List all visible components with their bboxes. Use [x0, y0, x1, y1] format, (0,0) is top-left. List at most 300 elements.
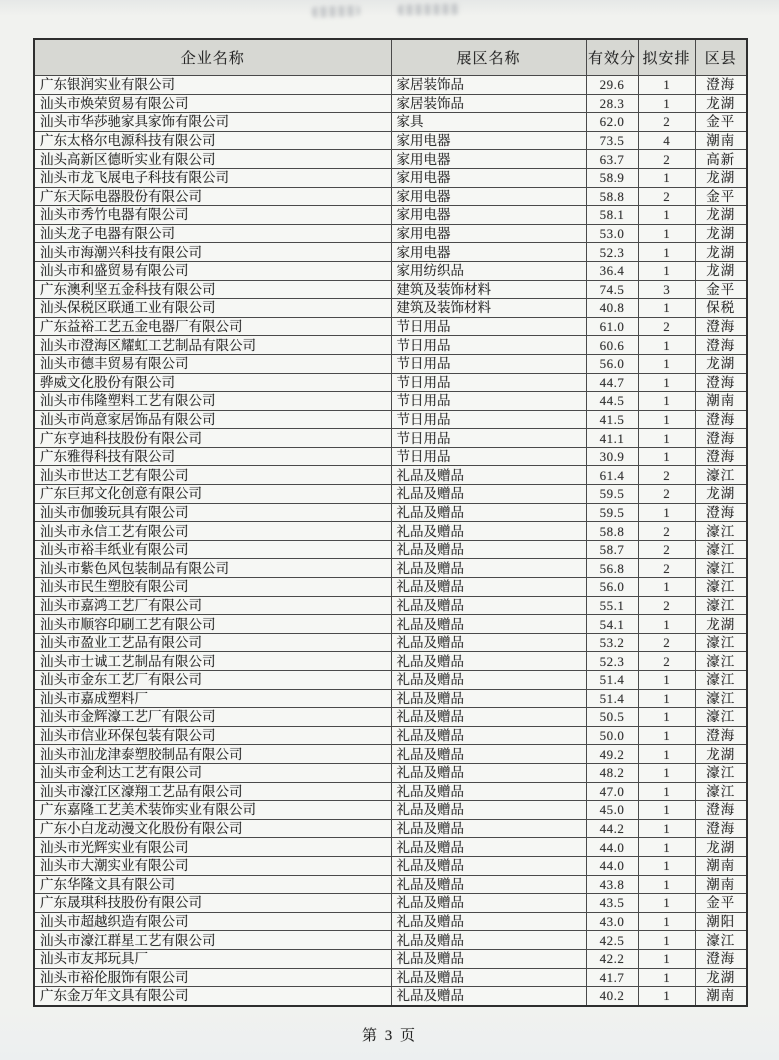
table-cell: 汕头市濠江群星工艺有限公司: [34, 931, 391, 950]
table-cell: 4: [638, 131, 695, 150]
table-cell: 2: [638, 522, 695, 541]
table-cell: 汕头保税区联通工业有限公司: [34, 299, 391, 318]
table-cell: 礼品及赠品: [391, 615, 586, 634]
table-row: [34, 968, 747, 987]
table-cell: 1: [638, 261, 695, 280]
table-row: [34, 261, 747, 280]
table-cell: 1: [638, 578, 695, 597]
table-cell: 1: [638, 76, 695, 95]
table-cell: 汕头市嘉鸿工艺厂有限公司: [34, 596, 391, 615]
table-row: [34, 782, 747, 801]
table-cell: 29.6: [586, 76, 638, 95]
table-cell: 龙湖: [695, 838, 747, 857]
table-cell: 节日用品: [391, 392, 586, 411]
table-cell: 汕头市金利达工艺有限公司: [34, 763, 391, 782]
table-row: [34, 578, 747, 597]
table-cell: 2: [638, 596, 695, 615]
table-cell: 家居装饰品: [391, 76, 586, 95]
table-row: [34, 819, 747, 838]
table-cell: 濠江: [695, 931, 747, 950]
table-cell: 礼品及赠品: [391, 485, 586, 504]
table-cell: 1: [638, 782, 695, 801]
table-row: [34, 987, 747, 1006]
table-cell: 濠江: [695, 652, 747, 671]
table-row: [34, 224, 747, 243]
table-cell: 1: [638, 354, 695, 373]
table-cell: 2: [638, 150, 695, 169]
table-row: [34, 671, 747, 690]
table-cell: 澄海: [695, 949, 747, 968]
table-cell: 广东嘉隆工艺美术装饰实业有限公司: [34, 801, 391, 820]
table-cell: 龙湖: [695, 168, 747, 187]
table-row: [34, 243, 747, 262]
table-cell: 潮南: [695, 131, 747, 150]
table-cell: 潮南: [695, 392, 747, 411]
table-cell: 1: [638, 987, 695, 1006]
table-cell: 53.0: [586, 224, 638, 243]
table-cell: 节日用品: [391, 317, 586, 336]
table-cell: 1: [638, 819, 695, 838]
table-row: [34, 838, 747, 857]
table-cell: 汕头市和盛贸易有限公司: [34, 261, 391, 280]
table-cell: 澄海: [695, 503, 747, 522]
table-cell: 53.2: [586, 633, 638, 652]
table-row: [34, 596, 747, 615]
table-cell: 澄海: [695, 726, 747, 745]
column-header: 区县: [695, 39, 747, 76]
table-cell: 59.5: [586, 503, 638, 522]
table-cell: 51.4: [586, 671, 638, 690]
table-header: [34, 39, 747, 76]
table-row: [34, 373, 747, 392]
table-cell: 1: [638, 708, 695, 727]
table-cell: 30.9: [586, 447, 638, 466]
table-cell: 广东巨邦文化创意有限公司: [34, 485, 391, 504]
table-cell: 1: [638, 856, 695, 875]
table-cell: 节日用品: [391, 429, 586, 448]
table-cell: 44.0: [586, 838, 638, 857]
table-cell: 47.0: [586, 782, 638, 801]
table-cell: 59.5: [586, 485, 638, 504]
table-cell: 汕头市永信工艺有限公司: [34, 522, 391, 541]
table-cell: 1: [638, 224, 695, 243]
table-cell: 43.8: [586, 875, 638, 894]
table-cell: 濠江: [695, 708, 747, 727]
table-cell: 52.3: [586, 243, 638, 262]
table-cell: 礼品及赠品: [391, 819, 586, 838]
page-number: 第 3 页: [361, 1028, 417, 1044]
table-row: [34, 633, 747, 652]
table-cell: 3: [638, 280, 695, 299]
table-cell: 62.0: [586, 113, 638, 132]
table-cell: 濠江: [695, 466, 747, 485]
table-cell: 节日用品: [391, 354, 586, 373]
table-cell: 1: [638, 875, 695, 894]
table-cell: 礼品及赠品: [391, 578, 586, 597]
table-row: [34, 763, 747, 782]
table-cell: 2: [638, 466, 695, 485]
table-cell: 礼品及赠品: [391, 708, 586, 727]
table-cell: 汕头市信业环保包装有限公司: [34, 726, 391, 745]
table-cell: 1: [638, 801, 695, 820]
table-cell: 汕头市龙飞展电子科技有限公司: [34, 168, 391, 187]
table-body: [34, 76, 747, 1006]
table-cell: 汕头市裕伦服饰有限公司: [34, 968, 391, 987]
table-cell: 汕头市德丰贸易有限公司: [34, 354, 391, 373]
table-cell: 龙湖: [695, 745, 747, 764]
table-cell: 58.8: [586, 522, 638, 541]
table-row: [34, 615, 747, 634]
table-cell: 濠江: [695, 596, 747, 615]
table-cell: 58.8: [586, 187, 638, 206]
table-row: [34, 485, 747, 504]
table-row: [34, 354, 747, 373]
table-cell: 礼品及赠品: [391, 633, 586, 652]
table-cell: 1: [638, 894, 695, 913]
table-cell: 55.1: [586, 596, 638, 615]
table-cell: 礼品及赠品: [391, 949, 586, 968]
table-cell: 49.2: [586, 745, 638, 764]
scan-bleed-artifact: [312, 5, 360, 18]
table-cell: 1: [638, 615, 695, 634]
table-cell: 汕头市秀竹电器有限公司: [34, 206, 391, 225]
table-cell: 50.5: [586, 708, 638, 727]
table-cell: 家用电器: [391, 150, 586, 169]
table-row: [34, 206, 747, 225]
table-cell: 汕头市嘉成塑料厂: [34, 689, 391, 708]
table-cell: 63.7: [586, 150, 638, 169]
table-cell: 广东晟琪科技股份有限公司: [34, 894, 391, 913]
table-cell: 广东亨迪科技股份有限公司: [34, 429, 391, 448]
table-row: [34, 280, 747, 299]
table-cell: 濠江: [695, 522, 747, 541]
table-row: [34, 299, 747, 318]
table-cell: 1: [638, 912, 695, 931]
table-cell: 澄海: [695, 819, 747, 838]
table-cell: 36.4: [586, 261, 638, 280]
table-cell: 金平: [695, 894, 747, 913]
table-cell: 1: [638, 206, 695, 225]
table-cell: 52.3: [586, 652, 638, 671]
table-cell: 74.5: [586, 280, 638, 299]
table-cell: 礼品及赠品: [391, 987, 586, 1006]
table-cell: 家居装饰品: [391, 94, 586, 113]
table-cell: 58.7: [586, 540, 638, 559]
table-cell: 礼品及赠品: [391, 801, 586, 820]
table-row: [34, 894, 747, 913]
table-cell: 广东太格尔电源科技有限公司: [34, 131, 391, 150]
table-row: [34, 76, 747, 95]
table-cell: 58.9: [586, 168, 638, 187]
table-cell: 节日用品: [391, 336, 586, 355]
table-cell: 43.0: [586, 912, 638, 931]
table-cell: 1: [638, 689, 695, 708]
table-cell: 礼品及赠品: [391, 652, 586, 671]
table-cell: 礼品及赠品: [391, 875, 586, 894]
table-cell: 2: [638, 559, 695, 578]
table-cell: 汕头市大潮实业有限公司: [34, 856, 391, 875]
table-cell: 礼品及赠品: [391, 503, 586, 522]
table-cell: 1: [638, 968, 695, 987]
table-cell: 1: [638, 168, 695, 187]
table-cell: 龙湖: [695, 94, 747, 113]
table-cell: 礼品及赠品: [391, 838, 586, 857]
table-cell: 42.2: [586, 949, 638, 968]
table-cell: 50.0: [586, 726, 638, 745]
table-cell: 家用纺织品: [391, 261, 586, 280]
table-row: [34, 540, 747, 559]
table-cell: 1: [638, 336, 695, 355]
table-cell: 龙湖: [695, 354, 747, 373]
table-cell: 龙湖: [695, 243, 747, 262]
table-row: [34, 466, 747, 485]
table-cell: 1: [638, 410, 695, 429]
table-cell: 家用电器: [391, 224, 586, 243]
table-cell: 广东天际电器股份有限公司: [34, 187, 391, 206]
table-cell: 濠江: [695, 578, 747, 597]
table-cell: 澄海: [695, 373, 747, 392]
exhibitor-ranking-table: [33, 38, 748, 1007]
table-row: [34, 113, 747, 132]
table-cell: 汕头市濠江区濠翔工艺品有限公司: [34, 782, 391, 801]
table-cell: 龙湖: [695, 485, 747, 504]
table-cell: 礼品及赠品: [391, 782, 586, 801]
table-cell: 2: [638, 633, 695, 652]
table-cell: 家用电器: [391, 187, 586, 206]
table-cell: 龙湖: [695, 261, 747, 280]
table-cell: 广东华隆文具有限公司: [34, 875, 391, 894]
table-cell: 礼品及赠品: [391, 596, 586, 615]
table-cell: 汕头市金辉濠工艺厂有限公司: [34, 708, 391, 727]
table-cell: 礼品及赠品: [391, 745, 586, 764]
table-row: [34, 522, 747, 541]
table-cell: 濠江: [695, 763, 747, 782]
table-cell: 濠江: [695, 782, 747, 801]
table-cell: 汕头市超越织造有限公司: [34, 912, 391, 931]
table-cell: 40.2: [586, 987, 638, 1006]
table-cell: 1: [638, 931, 695, 950]
table-cell: 潮南: [695, 856, 747, 875]
table-cell: 家具: [391, 113, 586, 132]
table-cell: 濠江: [695, 540, 747, 559]
table-cell: 40.8: [586, 299, 638, 318]
table-cell: 41.5: [586, 410, 638, 429]
table-cell: 潮南: [695, 987, 747, 1006]
table-cell: 高新: [695, 150, 747, 169]
table-cell: 建筑及装饰材料: [391, 280, 586, 299]
table-cell: 汕头市伟隆塑料工艺有限公司: [34, 392, 391, 411]
table-row: [34, 168, 747, 187]
table-row: [34, 559, 747, 578]
table-row: [34, 94, 747, 113]
table-cell: 汕头市汕龙津泰塑胶制品有限公司: [34, 745, 391, 764]
table-cell: 56.0: [586, 578, 638, 597]
table-row: [34, 689, 747, 708]
table-cell: 1: [638, 299, 695, 318]
table-cell: 礼品及赠品: [391, 763, 586, 782]
table-cell: 58.1: [586, 206, 638, 225]
table-cell: 礼品及赠品: [391, 689, 586, 708]
table-row: [34, 131, 747, 150]
table-cell: 汕头市海潮兴科技有限公司: [34, 243, 391, 262]
table-row: [34, 503, 747, 522]
table-cell: 61.0: [586, 317, 638, 336]
table-cell: 濠江: [695, 671, 747, 690]
table-cell: 礼品及赠品: [391, 968, 586, 987]
table-cell: 2: [638, 187, 695, 206]
table-cell: 汕头市伽骏玩具有限公司: [34, 503, 391, 522]
table-row: [34, 652, 747, 671]
table-cell: 汕头市紫色风包装制品有限公司: [34, 559, 391, 578]
table-cell: 汕头市盈业工艺品有限公司: [34, 633, 391, 652]
table-row: [34, 856, 747, 875]
table-cell: 广东益裕工艺五金电器厂有限公司: [34, 317, 391, 336]
table-cell: 骅威文化股份有限公司: [34, 373, 391, 392]
table-row: [34, 745, 747, 764]
table-cell: 汕头市士诚工艺制品有限公司: [34, 652, 391, 671]
table-row: [34, 410, 747, 429]
table-row: [34, 429, 747, 448]
table-cell: 1: [638, 745, 695, 764]
table-cell: 60.6: [586, 336, 638, 355]
table-cell: 1: [638, 447, 695, 466]
table-cell: 1: [638, 671, 695, 690]
table-cell: 潮南: [695, 875, 747, 894]
table-cell: 汕头市澄海区耀虹工艺制品有限公司: [34, 336, 391, 355]
table-cell: 龙湖: [695, 615, 747, 634]
table-cell: 金平: [695, 280, 747, 299]
table-cell: 56.0: [586, 354, 638, 373]
table-cell: 金平: [695, 187, 747, 206]
table-cell: 2: [638, 317, 695, 336]
table-cell: 1: [638, 503, 695, 522]
table-cell: 礼品及赠品: [391, 856, 586, 875]
table-cell: 41.1: [586, 429, 638, 448]
table-cell: 澄海: [695, 410, 747, 429]
table-cell: 家用电器: [391, 206, 586, 225]
column-header: 有效分: [586, 39, 638, 76]
table-cell: 濠江: [695, 559, 747, 578]
table-row: [34, 392, 747, 411]
table-cell: 1: [638, 429, 695, 448]
table-cell: 节日用品: [391, 410, 586, 429]
column-header: 企业名称: [34, 39, 391, 76]
table-cell: 汕头市尚意家居饰品有限公司: [34, 410, 391, 429]
table-cell: 54.1: [586, 615, 638, 634]
table-cell: 1: [638, 949, 695, 968]
table-cell: 48.2: [586, 763, 638, 782]
table-cell: 澄海: [695, 76, 747, 95]
table-cell: 节日用品: [391, 447, 586, 466]
table-cell: 汕头市裕丰纸业有限公司: [34, 540, 391, 559]
table-cell: 28.3: [586, 94, 638, 113]
table-cell: 濠江: [695, 633, 747, 652]
table-row: [34, 150, 747, 169]
table-cell: 礼品及赠品: [391, 522, 586, 541]
table-cell: 保税: [695, 299, 747, 318]
table-cell: 礼品及赠品: [391, 931, 586, 950]
table-row: [34, 931, 747, 950]
table-row: [34, 801, 747, 820]
table-cell: 汕头市友邦玩具厂: [34, 949, 391, 968]
table-row: [34, 708, 747, 727]
table-cell: 44.2: [586, 819, 638, 838]
table-cell: 广东金万年文具有限公司: [34, 987, 391, 1006]
table-cell: 56.8: [586, 559, 638, 578]
table-cell: 汕头市华莎驰家具家饰有限公司: [34, 113, 391, 132]
table-cell: 1: [638, 243, 695, 262]
table-cell: 龙湖: [695, 206, 747, 225]
table-cell: 广东银润实业有限公司: [34, 76, 391, 95]
table-cell: 家用电器: [391, 243, 586, 262]
table-cell: 1: [638, 726, 695, 745]
table-cell: 汕头市金东工艺厂有限公司: [34, 671, 391, 690]
table-cell: 广东雅得科技有限公司: [34, 447, 391, 466]
table-cell: 汕头市世达工艺有限公司: [34, 466, 391, 485]
table-cell: 41.7: [586, 968, 638, 987]
table-cell: 汕头市顺容印刷工艺有限公司: [34, 615, 391, 634]
table-cell: 澄海: [695, 447, 747, 466]
table-row: [34, 317, 747, 336]
table-row: [34, 336, 747, 355]
table-row: [34, 187, 747, 206]
table-row: [34, 875, 747, 894]
table-cell: 潮阳: [695, 912, 747, 931]
table-cell: 44.0: [586, 856, 638, 875]
table-cell: 金平: [695, 113, 747, 132]
table-cell: 1: [638, 763, 695, 782]
column-header: 拟安排: [638, 39, 695, 76]
header-row: [34, 39, 747, 76]
table-cell: 汕头龙子电器有限公司: [34, 224, 391, 243]
table-cell: 节日用品: [391, 373, 586, 392]
table-row: [34, 447, 747, 466]
table-cell: 建筑及装饰材料: [391, 299, 586, 318]
table-cell: 广东澳利坚五金科技有限公司: [34, 280, 391, 299]
table-cell: 礼品及赠品: [391, 726, 586, 745]
table-cell: 澄海: [695, 801, 747, 820]
table-cell: 2: [638, 113, 695, 132]
table-cell: 礼品及赠品: [391, 894, 586, 913]
table-cell: 龙湖: [695, 968, 747, 987]
table-cell: 2: [638, 652, 695, 671]
table-cell: 45.0: [586, 801, 638, 820]
table-cell: 汕头高新区德昕实业有限公司: [34, 150, 391, 169]
table-cell: 澄海: [695, 317, 747, 336]
table-cell: 1: [638, 392, 695, 411]
table-cell: 礼品及赠品: [391, 671, 586, 690]
table-cell: 汕头市焕荣贸易有限公司: [34, 94, 391, 113]
table-cell: 73.5: [586, 131, 638, 150]
table-cell: 汕头市光辉实业有限公司: [34, 838, 391, 857]
table-cell: 龙湖: [695, 224, 747, 243]
table-cell: 44.5: [586, 392, 638, 411]
table-cell: 礼品及赠品: [391, 559, 586, 578]
table-cell: 1: [638, 94, 695, 113]
table-cell: 汕头市民生塑胶有限公司: [34, 578, 391, 597]
table-cell: 1: [638, 838, 695, 857]
scan-bleed-artifact: [398, 3, 460, 15]
table-cell: 1: [638, 373, 695, 392]
column-header: 展区名称: [391, 39, 586, 76]
table-row: [34, 949, 747, 968]
table-cell: 2: [638, 485, 695, 504]
table-cell: 濠江: [695, 689, 747, 708]
table-row: [34, 912, 747, 931]
table-cell: 42.5: [586, 931, 638, 950]
table-cell: 家用电器: [391, 131, 586, 150]
table-row: [34, 726, 747, 745]
